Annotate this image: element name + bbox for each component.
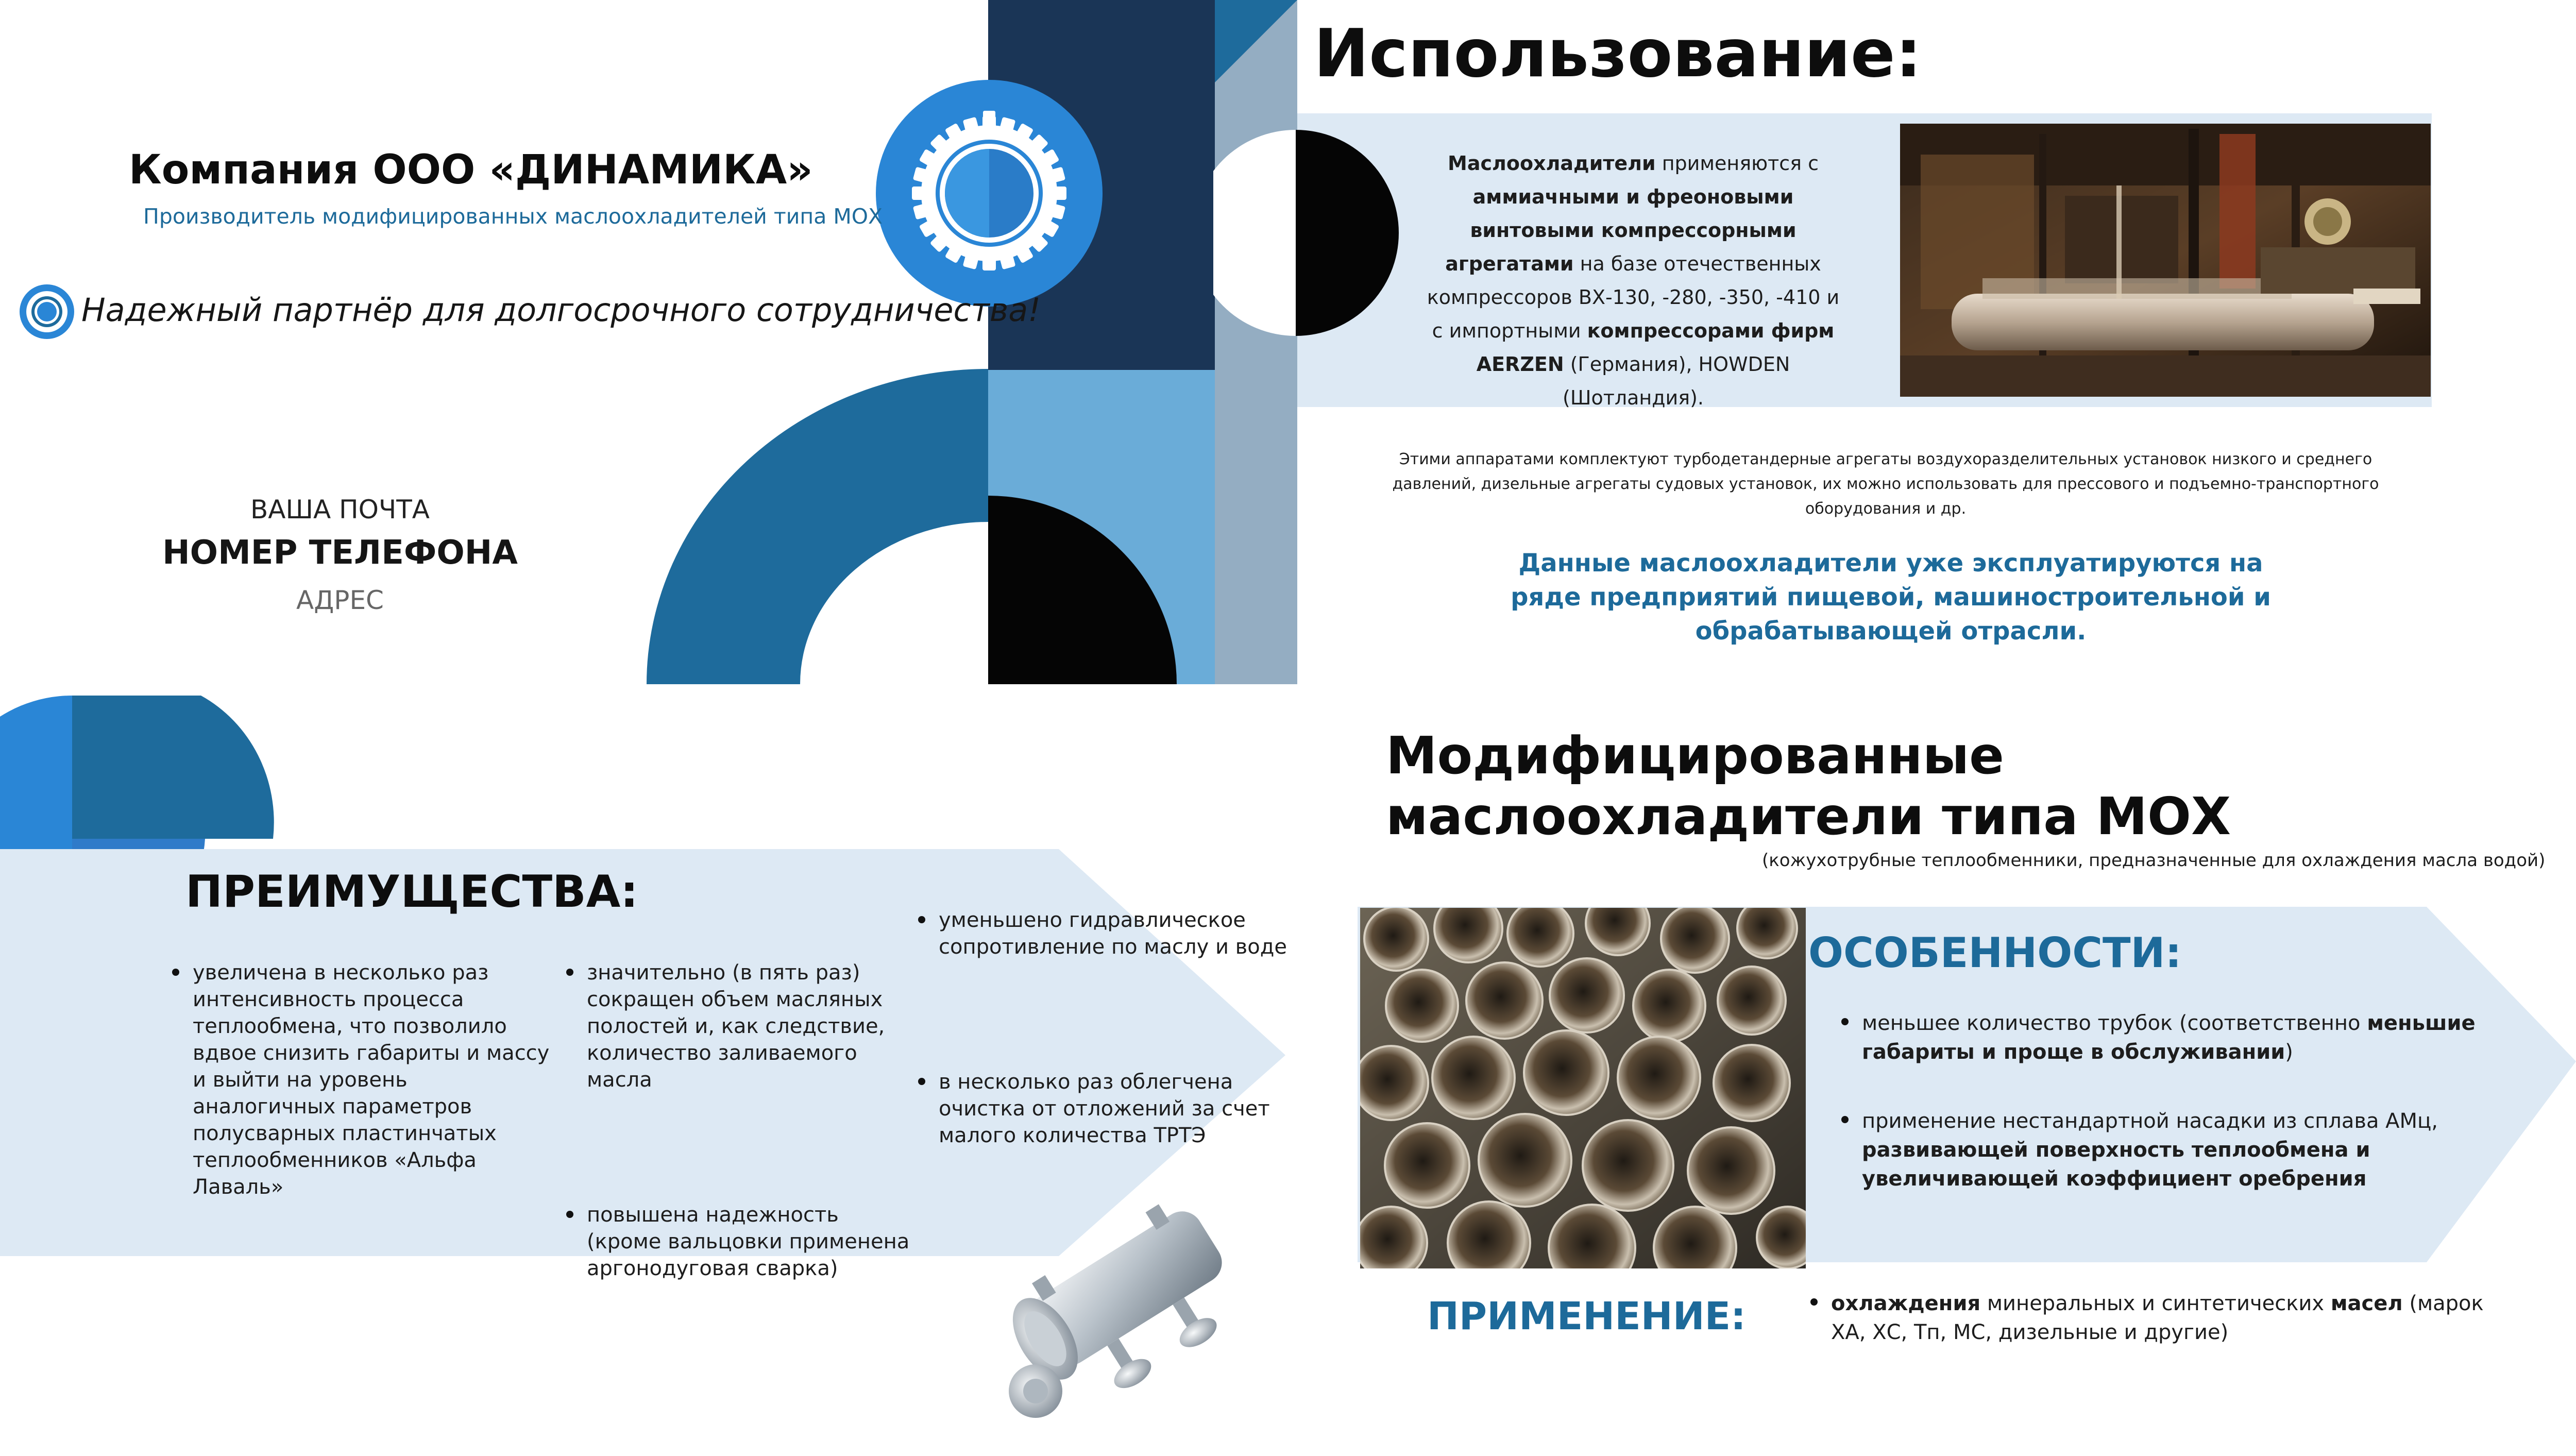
application-item: охлаждения минеральных и синтетических масел (марок ХА, ХС, Тп, МС, дизельные и другие) [1808,1289,2519,1347]
feature-item: применение нестандартной насадки из сплава АМц, развивающей поверхность теплообмена и увеличивающей коэффициент оребрения [1839,1107,2530,1193]
company-name: Компания ООО «ДИНАМИКА» [129,147,813,193]
product-title-line2: маслоохладители типа МОХ [1386,786,2231,846]
advantage-item: значительно (в пять раз) сокращен объем масляных полостей и, как следствие, количество заливаемого масла [564,959,914,1093]
tube-bundle-photo [1360,908,1806,1268]
gear-icon [20,284,74,339]
feature-item: меньшее количество трубок (соответственно меньшие габариты и проще в обслуживании) [1839,1009,2530,1066]
advantages-col1 [170,959,551,1200]
blue-triangle [1215,0,1297,82]
advantage-item: увеличена в несколько раз интенсивность процесса теплообмена, что позволило вдвое снизить габариты и массу и выйти на уровень аналогичных параметров полусварных пластинчатых теплообменников «Альфа Лаваль» [170,959,551,1200]
product-title-line1: Модифицированные [1386,725,2004,786]
black-half-circle [988,496,1179,684]
heat-exchanger-image [989,1164,1257,1422]
email[interactable]: ВАША ПОЧТА [250,495,430,524]
advantage-item: повышена надежность (кроме вальцовки применена аргонодуговая сварка) [564,1201,914,1282]
advantages-col3 [916,907,1287,1149]
usage-title: Использование: [1314,15,1922,92]
advantage-item: уменьшено гидравлическое сопротивление по маслу и воде [916,907,1287,960]
features-title: ОСОБЕННОСТИ: [1808,929,2182,977]
product-subtitle: (кожухотрубные теплообменники, предназначенные для охлаждения масла водой) [1762,850,2546,871]
blue-arch [647,365,992,685]
usage-description: Маслоохладители применяются с аммиачными и фреоновыми винтовыми компрессорными агрегатами на базе отечественных компрессоров ВХ-130, -280, -350, -410 и с импортными компрессорами фирм AERZEN (Германия), HOWDEN (Шотландия). [1427,152,1840,409]
usage-note: Этими аппаратами комплектуют турбодетандерные агрегаты воздухоразделительных установок низкого и среднего давлений, дизельные агрегаты судовых установок, их можно использовать для прессового и подъемно-транспортного оборудования и др. [1392,450,2379,518]
address: АДРЕС [296,585,384,615]
usage-highlight: Данные маслоохладители уже эксплуатируются на ряде предприятий пищевой, машиностроительной и обрабатывающей отрасли. [1511,549,2271,646]
white-black-circle [1213,130,1404,336]
compressor-photo [1900,124,2431,397]
advantages-title: ПРЕИМУЩЕСТВА: [185,866,638,918]
gear-icon [876,80,1103,307]
gray-blue-strip [1215,0,1297,684]
company-subtitle: Производитель модифицированных маслоохладителей типа МОХ [143,204,883,229]
application-list [1808,1289,2519,1347]
phone[interactable]: НОМЕР ТЕЛЕФОНА [162,534,518,572]
advantage-item: в несколько раз облегчена очистка от отложений за счет малого количества ТРТЭ [916,1069,1287,1149]
slogan: Надежный партнёр для долгосрочного сотрудничества! [81,291,1041,329]
application-title: ПРИМЕНЕНИЕ: [1427,1294,1746,1339]
advantages-col2 [564,959,914,1282]
features-list [1839,1009,2530,1193]
